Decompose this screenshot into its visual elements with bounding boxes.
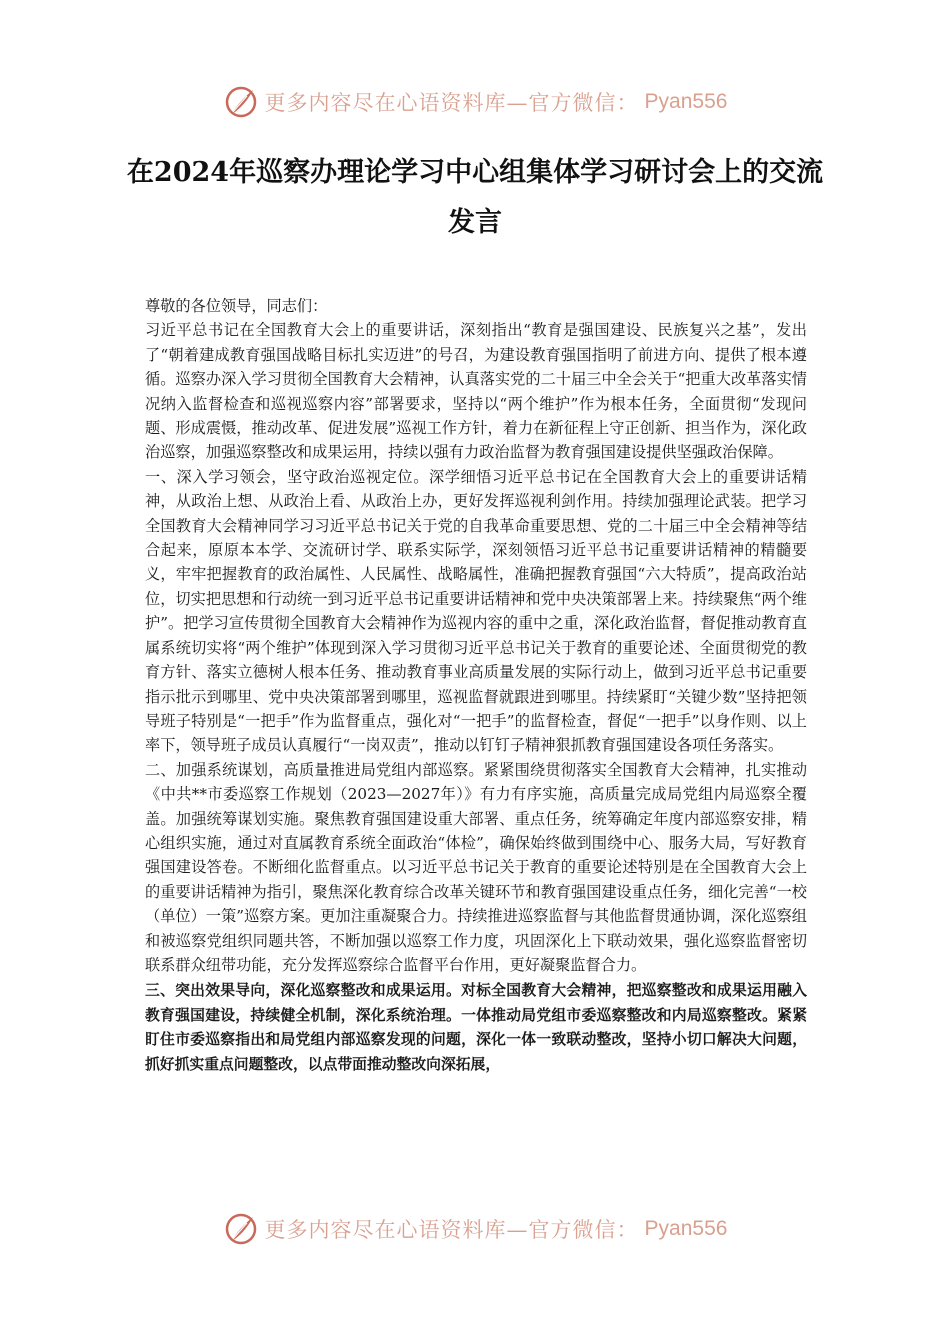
document-title: 在2024年巡察办理论学习中心组集体学习研讨会上的交流发言	[126, 157, 824, 238]
document-body	[145, 294, 807, 1077]
paragraph-intro: 习近平总书记在全国教育大会上的重要讲话，深刻指出“教育是强国建设、民族复兴之基”，发出了“朝着建成教育强国战略目标扎实迈进”的号召，为建设教育强国指明了前进方向、提供了根本遵循。巡察办深入学习贯彻全国教育大会精神，认真落实党的二十届三中全会关于“把重大改革落实情况纳入监督检查和巡视巡察内容”部署要求，坚持以“两个维护”作为根本任务，全面贯彻“发现问题、形成震慑，推动改革、促进发展”巡视工作方针，着力在新征程上守正创新、担当作为，深化政治巡察，加强巡察整改和成果运用，持续以强有力政治监督为教育强国建设提供坚强政治保障。	[145, 321, 807, 462]
salutation: 尊敬的各位领导，同志们：	[145, 297, 328, 315]
quill-logo-icon	[223, 84, 259, 120]
watermark-text: 更多内容尽在心语资料库—官方微信：	[264, 1218, 639, 1242]
watermark-handle: Pyan556	[644, 90, 728, 113]
watermark-text: 更多内容尽在心语资料库—官方微信：	[264, 91, 639, 115]
watermark-handle: Pyan556	[644, 1217, 728, 1240]
paragraph-section-2: 二、加强系统谋划，高质量推进局党组内部巡察。紧紧围绕贯彻落实全国教育大会精神，扎实推动《中共**市委巡察工作规划（2023—2027年）》有力有序实施，高质量完成局党组内局巡察全覆盖。加强统筹谋划实施。聚焦教育强国建设重大部署、重点任务，统筹确定年度内部巡察安排，精心组织实施，通过对直属教育系统全面政治“体检”，确保始终做到围绕中心、服务大局，写好教育强国建设答卷。不断细化监督重点。以习近平总书记关于教育的重要论述特别是在全国教育大会上的重要讲话精神为指引，聚焦深化教育综合改革关键环节和教育强国建设重点任务，细化完善“一校（单位）一策”巡察方案。更加注重凝聚合力。持续推进巡察监督与其他监督贯通协调，深化巡察组和被巡察党组织同题共答，不断加强以巡察工作力度，巩固深化上下联动效果，强化巡察监督密切联系群众纽带功能，充分发挥巡察综合监督平台作用，更好凝聚监督合力。	[145, 760, 807, 974]
paragraph-section-1: 一、深入学习领会，坚守政治巡视定位。深学细悟习近平总书记在全国教育大会上的重要讲话精神，从政治上想、从政治上看、从政治上办，更好发挥巡视利剑作用。持续加强理论武装。把学习全国教育大会精神同学习习近平总书记关于党的自我革命重要思想、党的二十届三中全会精神等结合起来，原原本本学、交流研讨学、联系实际学，深刻领悟习近平总书记重要讲话精神的精髓要义，牢牢把握教育的政治属性、人民属性、战略属性，准确把握教育强国“六大特质”，提高政治站位，切实把思想和行动统一到习近平总书记重要讲话精神和党中央决策部署上来。持续聚焦“两个维护”。把学习宣传贯彻全国教育大会精神作为巡视内容的重中之重，深化政治监督，督促推动教育直属系统切实将“两个维护”体现到深入学习贯彻习近平总书记关于教育的重要论述、全面贯彻党的教育方针、落实立德树人根本任务、推动教育事业高质量发展的实际行动上，做到习近平总书记重要指示批示到哪里、党中央决策部署到哪里，巡视监督就跟进到哪里。持续紧盯“关键少数”坚持把领导班子特别是“一把手”作为监督重点，强化对“一把手”的监督检查，督促“一把手”以身作则、以上率下，领导班子成员认真履行“一岗双责”，推动以钉钉子精神狠抓教育强国建设各项任务落实。	[145, 467, 807, 755]
watermark-footer	[0, 1209, 950, 1249]
watermark-header	[0, 82, 950, 122]
paragraph-section-3: 三、突出效果导向，深化巡察整改和成果运用。对标全国教育大会精神，把巡察整改和成果运用融入教育强国建设，持续健全机制，深化系统治理。一体推动局党组市委巡察整改和内局巡察整改。紧紧盯住市委巡察指出和局党组内部巡察发现的问题，深化一体一致联动整改，坚持小切口解决大问题，抓好抓实重点问题整改，以点带面推动整改向深拓展，	[145, 982, 807, 1073]
quill-logo-icon	[223, 1211, 259, 1247]
